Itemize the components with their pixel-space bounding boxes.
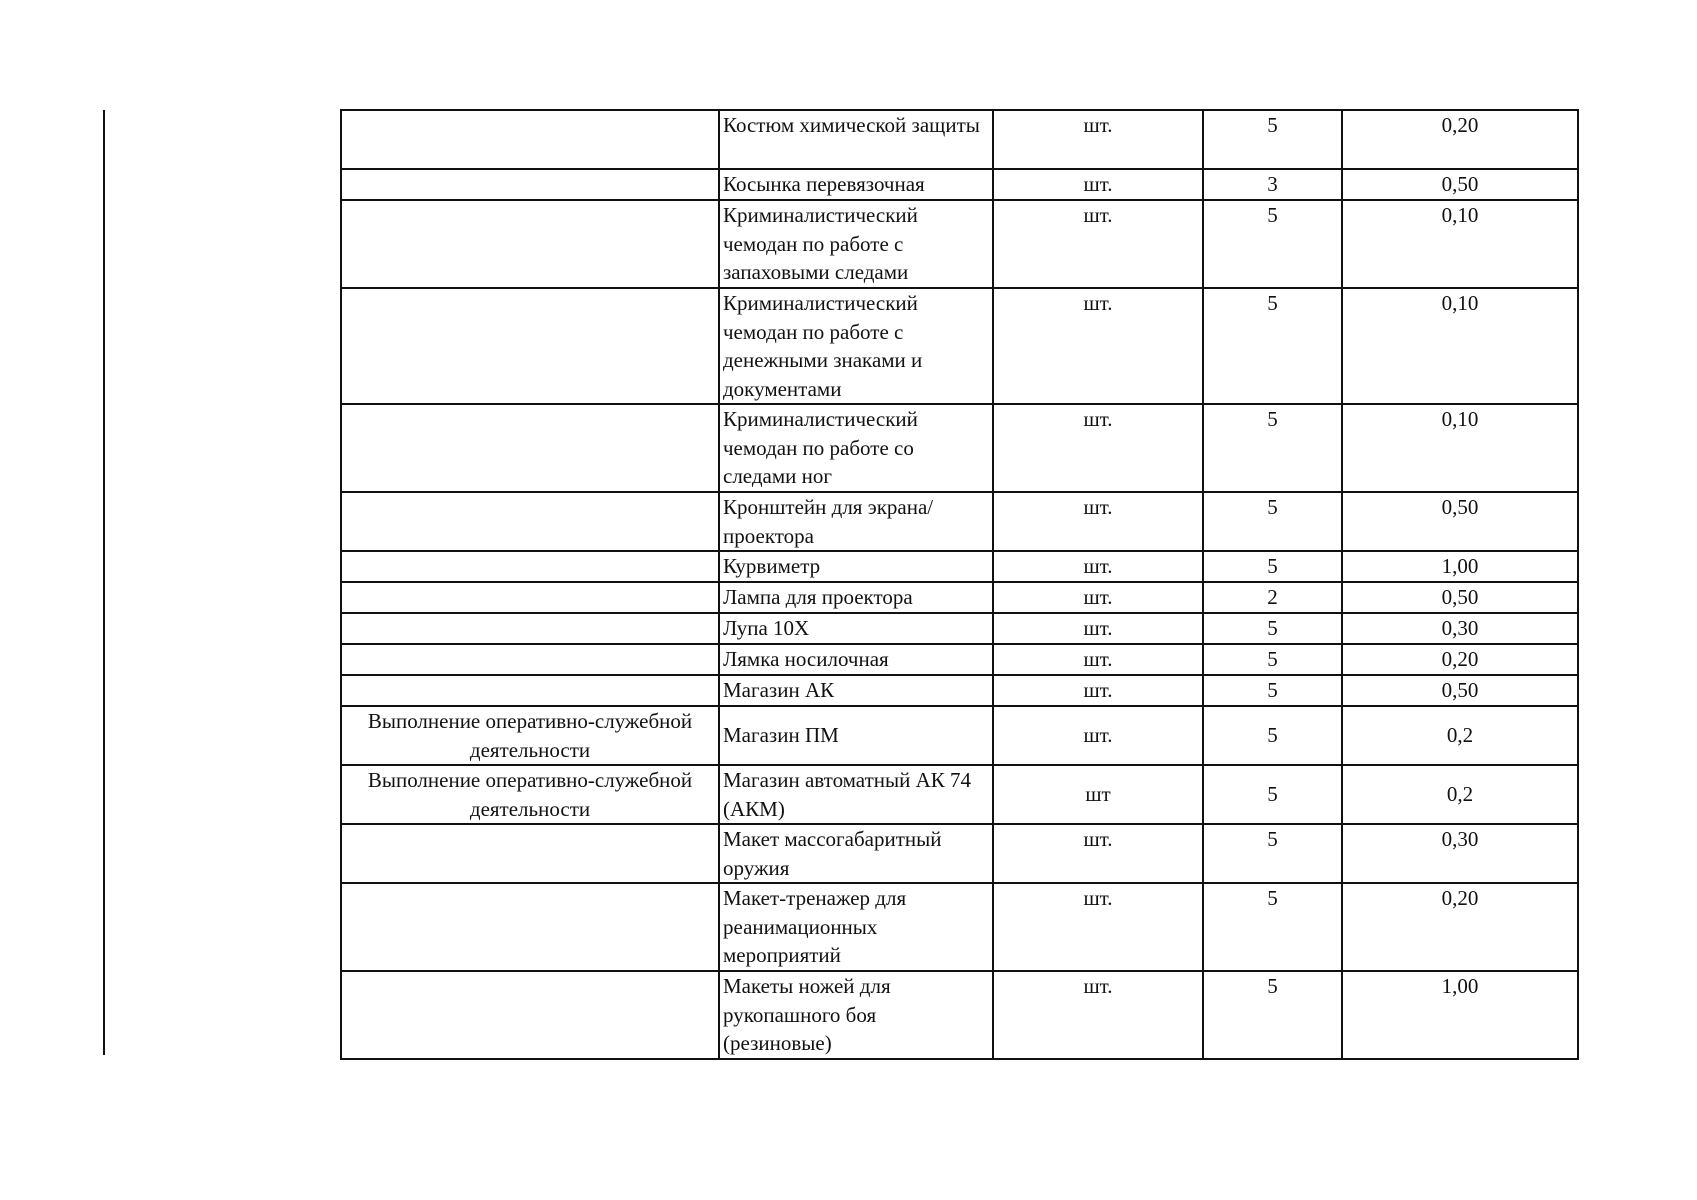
norm-cell: 0,10 bbox=[1342, 288, 1578, 404]
purpose-cell bbox=[341, 824, 719, 883]
table-row bbox=[341, 765, 1578, 824]
unit-cell: шт. bbox=[993, 824, 1203, 883]
item-name-cell: Криминалистический чемодан по работе с денежными знаками и документами bbox=[719, 288, 993, 404]
unit-cell: шт. bbox=[993, 288, 1203, 404]
unit-cell: шт. bbox=[993, 883, 1203, 971]
quantity-cell: 5 bbox=[1203, 404, 1342, 492]
purpose-cell bbox=[341, 404, 719, 492]
quantity-cell: 5 bbox=[1203, 883, 1342, 971]
norm-cell: 0,50 bbox=[1342, 169, 1578, 200]
purpose-cell bbox=[341, 644, 719, 675]
item-name-cell: Лампа для проектора bbox=[719, 582, 993, 613]
table-row bbox=[341, 110, 1578, 169]
purpose-cell bbox=[341, 582, 719, 613]
table-row bbox=[341, 492, 1578, 551]
purpose-cell bbox=[341, 288, 719, 404]
quantity-cell: 5 bbox=[1203, 613, 1342, 644]
quantity-cell: 5 bbox=[1203, 492, 1342, 551]
unit-cell: шт. bbox=[993, 644, 1203, 675]
purpose-cell bbox=[341, 169, 719, 200]
table-row bbox=[341, 551, 1578, 582]
purpose-cell bbox=[341, 110, 719, 169]
quantity-cell: 3 bbox=[1203, 169, 1342, 200]
norm-cell: 1,00 bbox=[1342, 551, 1578, 582]
purpose-cell bbox=[341, 200, 719, 288]
quantity-cell: 5 bbox=[1203, 551, 1342, 582]
item-name-cell: Лямка носилочная bbox=[719, 644, 993, 675]
equipment-norms-table bbox=[340, 109, 1579, 1060]
item-name-cell: Косынка перевязочная bbox=[719, 169, 993, 200]
table-row bbox=[341, 288, 1578, 404]
table-row bbox=[341, 613, 1578, 644]
purpose-cell bbox=[341, 492, 719, 551]
item-name-cell: Магазин автоматный АК 74 (АКМ) bbox=[719, 765, 993, 824]
norm-cell: 0,30 bbox=[1342, 824, 1578, 883]
quantity-cell: 5 bbox=[1203, 288, 1342, 404]
unit-cell: шт. bbox=[993, 200, 1203, 288]
purpose-cell bbox=[341, 971, 719, 1059]
quantity-cell: 5 bbox=[1203, 706, 1342, 765]
purpose-cell bbox=[341, 613, 719, 644]
norm-cell: 0,50 bbox=[1342, 582, 1578, 613]
item-name-cell: Макет массогабаритный оружия bbox=[719, 824, 993, 883]
quantity-cell: 5 bbox=[1203, 644, 1342, 675]
quantity-cell: 5 bbox=[1203, 971, 1342, 1059]
unit-cell: шт. bbox=[993, 492, 1203, 551]
table-row bbox=[341, 404, 1578, 492]
unit-cell: шт bbox=[993, 765, 1203, 824]
norm-cell: 0,30 bbox=[1342, 613, 1578, 644]
norm-cell: 0,50 bbox=[1342, 492, 1578, 551]
purpose-cell bbox=[341, 551, 719, 582]
unit-cell: шт. bbox=[993, 613, 1203, 644]
purpose-cell bbox=[341, 675, 719, 706]
table-row bbox=[341, 169, 1578, 200]
item-name-cell: Магазин ПМ bbox=[719, 706, 993, 765]
norm-cell: 0,10 bbox=[1342, 404, 1578, 492]
quantity-cell: 5 bbox=[1203, 110, 1342, 169]
norm-cell: 0,10 bbox=[1342, 200, 1578, 288]
norm-cell: 0,2 bbox=[1342, 765, 1578, 824]
unit-cell: шт. bbox=[993, 110, 1203, 169]
unit-cell: шт. bbox=[993, 971, 1203, 1059]
item-name-cell: Криминалистический чемодан по работе с запаховыми следами bbox=[719, 200, 993, 288]
quantity-cell: 5 bbox=[1203, 824, 1342, 883]
table-row bbox=[341, 644, 1578, 675]
item-name-cell: Криминалистический чемодан по работе со следами ног bbox=[719, 404, 993, 492]
norm-cell: 1,00 bbox=[1342, 971, 1578, 1059]
purpose-cell: Выполнение оперативно-служебной деятельности bbox=[341, 706, 719, 765]
table-row bbox=[341, 200, 1578, 288]
item-name-cell: Лупа 10Х bbox=[719, 613, 993, 644]
item-name-cell: Кронштейн для экрана/проектора bbox=[719, 492, 993, 551]
table-row bbox=[341, 824, 1578, 883]
unit-cell: шт. bbox=[993, 551, 1203, 582]
unit-cell: шт. bbox=[993, 404, 1203, 492]
item-name-cell: Костюм химической защиты bbox=[719, 110, 993, 169]
left-margin-line bbox=[103, 110, 105, 1055]
norm-cell: 0,20 bbox=[1342, 644, 1578, 675]
item-name-cell: Магазин АК bbox=[719, 675, 993, 706]
table-row bbox=[341, 971, 1578, 1059]
quantity-cell: 5 bbox=[1203, 200, 1342, 288]
item-name-cell: Макет-тренажер для реанимационных мероприятий bbox=[719, 883, 993, 971]
unit-cell: шт. bbox=[993, 706, 1203, 765]
table-row bbox=[341, 883, 1578, 971]
norm-cell: 0,20 bbox=[1342, 883, 1578, 971]
norm-cell: 0,50 bbox=[1342, 675, 1578, 706]
purpose-cell: Выполнение оперативно-служебной деятельности bbox=[341, 765, 719, 824]
table-row bbox=[341, 675, 1578, 706]
table-row bbox=[341, 582, 1578, 613]
purpose-cell bbox=[341, 883, 719, 971]
norm-cell: 0,20 bbox=[1342, 110, 1578, 169]
item-name-cell: Макеты ножей для рукопашного боя (резиновые) bbox=[719, 971, 993, 1059]
table-body bbox=[341, 110, 1578, 1059]
norm-cell: 0,2 bbox=[1342, 706, 1578, 765]
unit-cell: шт. bbox=[993, 675, 1203, 706]
quantity-cell: 5 bbox=[1203, 765, 1342, 824]
unit-cell: шт. bbox=[993, 582, 1203, 613]
item-name-cell: Курвиметр bbox=[719, 551, 993, 582]
quantity-cell: 2 bbox=[1203, 582, 1342, 613]
quantity-cell: 5 bbox=[1203, 675, 1342, 706]
table-row bbox=[341, 706, 1578, 765]
unit-cell: шт. bbox=[993, 169, 1203, 200]
